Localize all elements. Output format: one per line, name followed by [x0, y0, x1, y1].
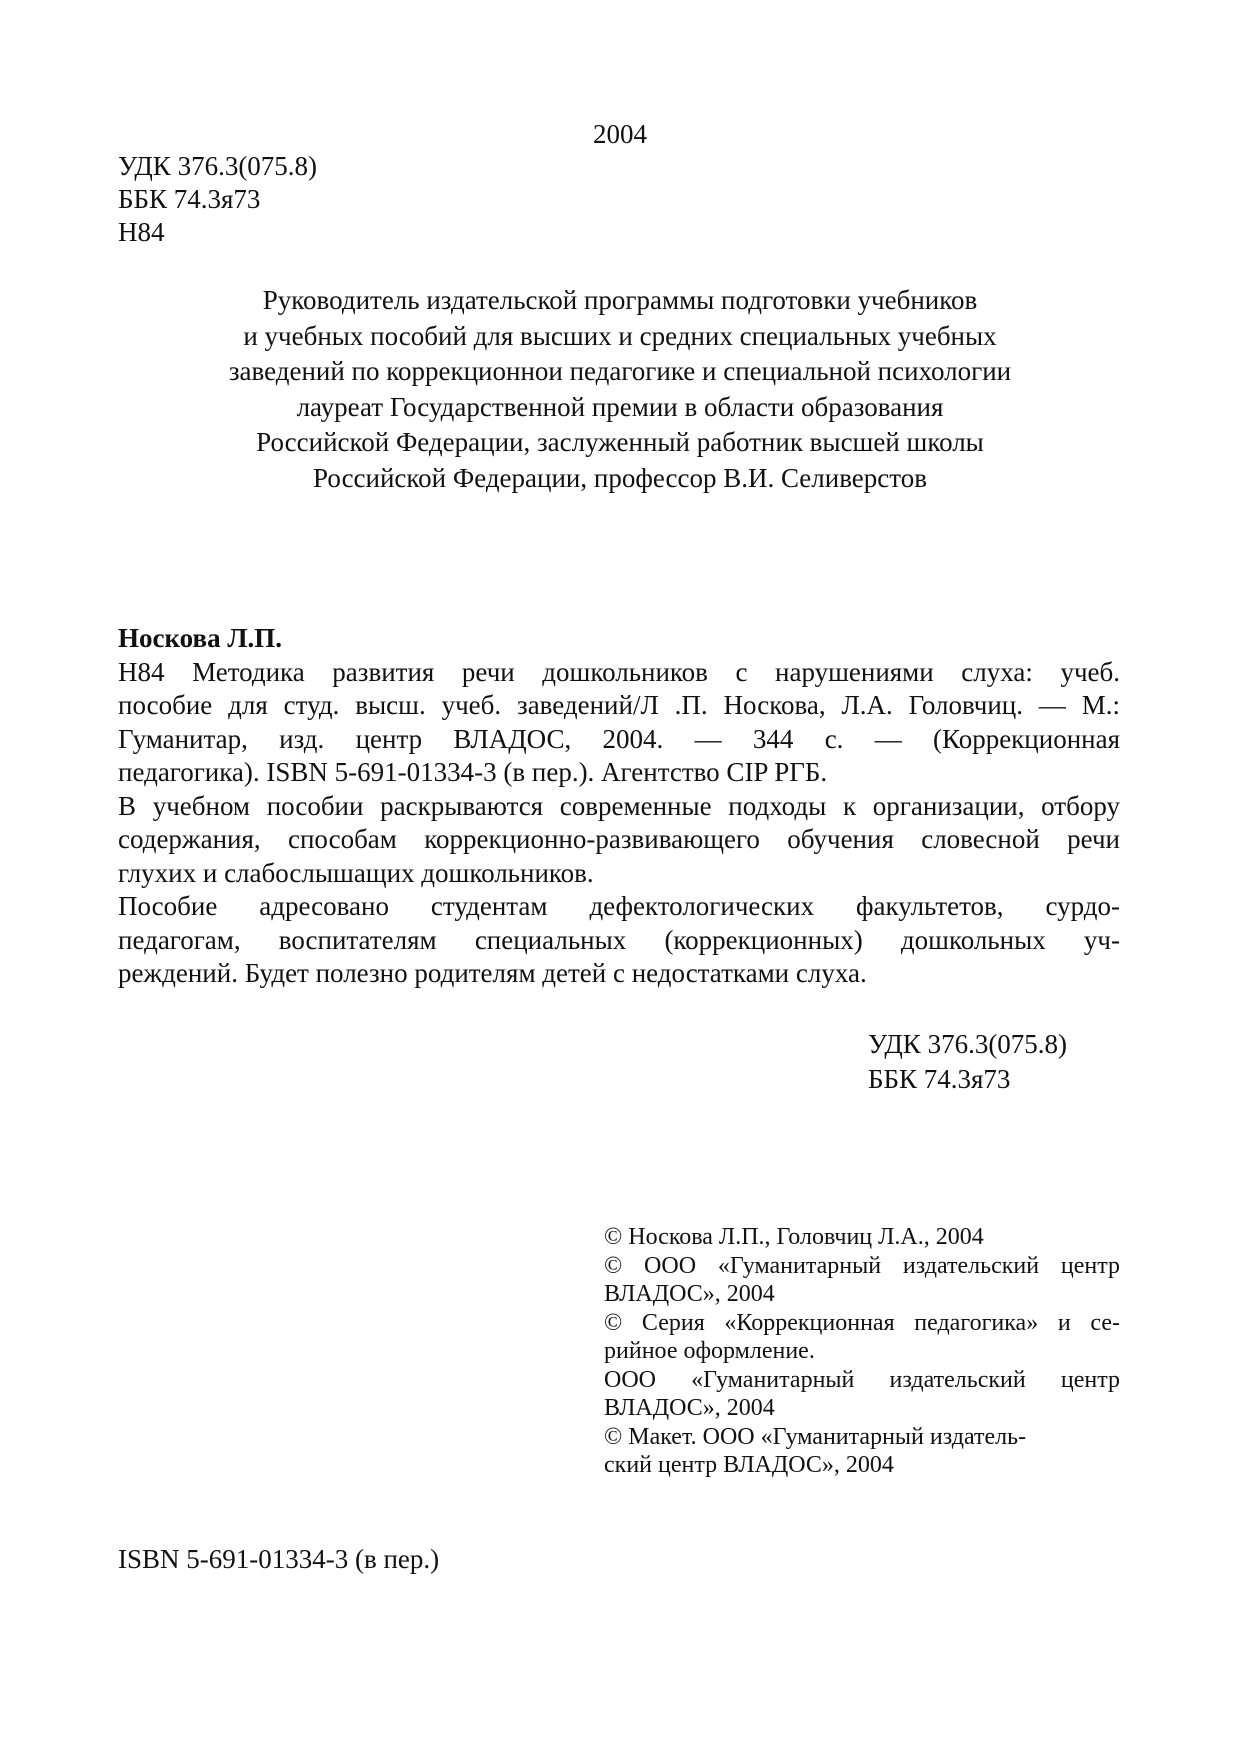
copyright-line: ООО «Гуманитарный издательский центр	[604, 1366, 1120, 1393]
editor-line: Российской Федерации, заслуженный работник высшей школы	[256, 427, 984, 457]
copyright-block	[604, 1223, 1120, 1480]
author-heading: Носкова Л.П.	[118, 623, 282, 653]
publication-year: 2004	[593, 119, 647, 149]
editor-line: Руководитель издательской программы подготовки учебников	[262, 285, 978, 315]
copyright-line: © Серия «Коррекционная педагогика» и се-	[604, 1309, 1120, 1336]
copyright-line: ский центр ВЛАДОС», 2004	[604, 1452, 894, 1478]
author-mark: Н84	[118, 217, 165, 247]
abstract-line: В учебном пособии раскрываются современные подходы к организации, отбору	[118, 790, 1120, 821]
copyright-line: © Носкова Л.П., Головчиц Л.А., 2004	[604, 1224, 984, 1250]
classification-codes-bottom	[868, 1027, 1067, 1097]
editor-line: заведений по коррекционнои педагогике и специальной психологии	[228, 356, 1012, 386]
bib-line: педагогика). ISBN 5-691-01334-3 (в пер.). Агентство CIP РГБ.	[118, 757, 828, 787]
editor-line: лауреат Государственной премии в области образования	[296, 391, 944, 422]
bib-line: пособие для студ. высш. учеб. заведений/Л .П. Носкова, Л.А. Головчиц. — М.:	[118, 690, 1120, 720]
editor-line: Российской Федерации, профессор В.И. Селиверстов	[313, 462, 927, 493]
udk-code: УДК 376.3(075.8)	[118, 151, 318, 181]
copyright-line: © Макет. ООО «Гуманитарный издатель-	[604, 1423, 1027, 1450]
program-editor-note	[150, 283, 1090, 496]
copyright-line: рийное оформление.	[604, 1338, 815, 1364]
isbn: ISBN 5-691-01334-3 (в пер.)	[118, 1544, 440, 1574]
bib-line: Гуманитар, изд. центр ВЛАДОС, 2004. — 344 с. — (Коррекционная	[118, 723, 1120, 754]
classification-codes-top	[118, 150, 317, 249]
copyright-line: © ООО «Гуманитарный издательский центр	[604, 1252, 1120, 1279]
editor-line: и учебных пособий для высших и средних специальных учебных	[243, 320, 997, 351]
bibliographic-record	[118, 622, 1120, 991]
copyright-line: ВЛАДОС», 2004	[604, 1395, 775, 1421]
udk-code: УДК 376.3(075.8)	[868, 1029, 1068, 1059]
audience-line: реждений. Будет полезно родителям детей с недостатками слуха.	[118, 958, 867, 988]
abstract-line: содержания, способам коррекционно-развивающего обучения словесной речи	[118, 824, 1120, 854]
copyright-line: ВЛАДОС», 2004	[604, 1281, 775, 1307]
bib-line: Н84 Методика развития речи дошкольников с нарушениями слуха: учеб.	[118, 656, 1120, 687]
audience-line: Пособие адресовано студентам дефектологических факультетов, сурдо-	[118, 891, 1120, 921]
audience-line: педагогам, воспитателям специальных (коррекционных) дошкольных уч-	[118, 924, 1120, 955]
bbk-code: ББК 74.3я73	[868, 1064, 1011, 1094]
abstract-line: глухих и слабослышащих дошкольников.	[118, 857, 594, 888]
bbk-code: ББК 74.3я73	[118, 184, 261, 214]
